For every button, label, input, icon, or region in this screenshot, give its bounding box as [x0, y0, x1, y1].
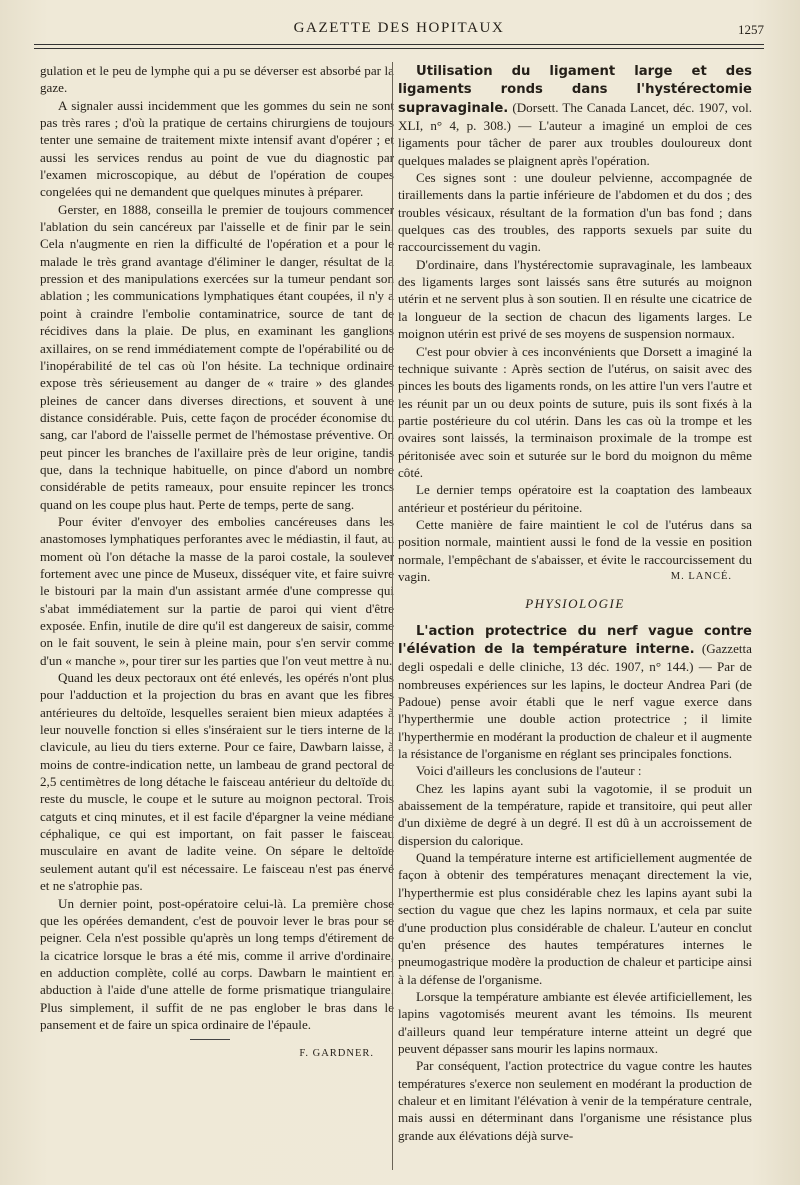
page-number: 1257	[738, 22, 764, 37]
header-rule-bottom	[34, 48, 764, 49]
signature-dash	[190, 1039, 230, 1040]
left-paragraph-1: gulation et le peu de lymphe qui a pu se déverser est absorbé par la gaze.	[40, 63, 394, 96]
article1-title: Utilisation du ligament large et des ligaments ronds dans l'hystérectomie supravaginale.	[398, 64, 752, 116]
article1-paragraph-5: Le dernier temps opératoire est la coaptation des lambeaux antérieur et postérieur du péritoine.	[398, 482, 752, 515]
article1-paragraph-3: D'ordinaire, dans l'hystérectomie supravaginale, les lambeaux des ligaments larges sont laissés sans être suturés au moignon utérin et ne servent plus à son soutien. Il en résulte une cicatrice de la longueur de la section de chacun des ligaments larges. Le moignon utérin est privé de ses moyens de suspension normaux.	[398, 256, 752, 342]
article1-lead	[398, 62, 752, 169]
article1-paragraph-4: C'est pour obvier à ces inconvénients que Dorsett a imaginé la technique suivante : Après section de l'utérus, on saisit avec des pinces les bouts des ligaments ronds, on les attire l'un vers l'autre et les réunit par un ou deux points de suture, puis ils sont fixés à la partie postérieure du col utérin. Dans les cas où la trompe et les ovaires sont laissés, la terminaison proximale de la trompe est péritonisée avec soin et suturée sur le bord du moignon du même côté.	[398, 343, 752, 480]
article1-signature: M. LANCÉ.	[670, 570, 732, 582]
left-paragraph-5: Quand les deux pectoraux ont été enlevés, les opérés n'ont plus pour l'adduction et la projection du bras en avant que les fibres antérieures du deltoïde, lesquelles seraient bien mieux adaptées à leur nouvelle fonction si elles s'inséraient sur le tiers interne de la clavicule, au lieu du tiers externe. Pour ce faire, Dawbarn laisse, à moins de contre-indication nette, un lambeau de grand pectoral de 2,5 centimètres de long détache le faisceau antérieur du deltoïde du reste du muscle, le coupe et le suture au moignon pectoral. Trois catguts et cinq minutes, et il est facile d'épargner la veine médiane céphalique, ce qui est important, on fait passer le faisceau musculaire en avant de ladite veine. On sépare le deltoïde seulement autant qu'il est nécessaire. Le faisceau n'est pas énervé et ne s'atrophie pas.	[40, 670, 394, 894]
article2-title: L'action protectrice du nerf vague contre l'élévation de la température interne.	[398, 623, 752, 657]
journal-title: GAZETTE DES HOPITAUX	[293, 20, 505, 36]
article2-paragraph-5: Lorsque la température ambiante est élevée artificiellement, les lapins vagotomisés meurent avant les témoins. Ils meurent d'ailleurs quand leur température interne atteint un degré que peuvent dépasser sans mourir les lapins normaux.	[398, 988, 752, 1056]
article2-paragraph-2: Voici d'ailleurs les conclusions de l'auteur :	[416, 763, 642, 779]
article2-paragraph-1: — Par de nombreuses expériences sur les lapins, le docteur Andrea Pari (de Padoue) pense avoir établi que le nerf vague exerce dans l'hyperthermie une double action protectrice ; il limite l'hyperthermie en modérant la production de chaleur et il augmente la résistance de l'organisme en réglant ses principales fonctions.	[398, 659, 752, 762]
article2-lead	[398, 622, 752, 763]
left-column	[40, 62, 394, 1063]
left-paragraph-4: Pour éviter d'envoyer des embolies cancéreuses dans les anastomoses lymphatiques perforantes avec le médiastin, il faut, au moment où l'on détache la masse de la paroi costale, la soulever fortement avec une pince de Museux, disséquer vite, et faire suivre le bistouri par la main d'un assistant armée d'une compresse qui s'abat immédiatement sur la partie de paroi qui vient d'être exposée. Enfin, inutile de dire qu'il est dangereux de saisir, comme on le fait souvent, le sein à pleine main, pour s'en servir comme d'un « manche », pour tirer sur les parties que l'on veut mettre à nu.	[40, 513, 394, 668]
article2-paragraph-3: Chez les lapins ayant subi la vagotomie, il se produit un abaissement de la température, rapide et transitoire, qui peut aller d'un dixième de degré à un degré. Il est dû à un accroissement de dispersion du calorique.	[398, 780, 752, 848]
left-paragraph-2: A signaler aussi incidemment que les gommes du sein ne sont pas très rares ; d'où la pratique de certains chirurgiens de toujours tenter une semaine de traitement mixte intensif avant d'opérer ; et aussi les services rendus au point de vue du diagnostic par l'examen microscopique, au début de l'opération de coupes congelées qui ne demandent que quelques minutes à préparer.	[40, 97, 394, 200]
article2-paragraph-6: Par conséquent, l'action protectrice du vague contre les hautes températures s'exerce non seulement en modérant la production de chaleur et en limitant l'élévation à venir de la température centrale, mais aussi en déterminant dans l'organisme une résistance plus grande aux élévations déjà surve-	[398, 1058, 752, 1143]
article1-paragraph-6: Cette manière de faire maintient le col de l'utérus dans sa position normale, maintient aussi le fond de la vessie en position normale, l'empêchant de s'abaisser, et évite le raccourcissement du vagin.	[398, 516, 752, 584]
column-divider	[392, 62, 393, 1170]
article1-paragraph-1: — L'auteur a imaginé un emploi de ces ligaments pour tâcher de parer aux troubles douloureux dont quelques malades se plaignent après l'opération.	[398, 118, 752, 168]
section-heading: PHYSIOLOGIE	[525, 596, 625, 612]
article1-paragraph-6-wrap	[398, 516, 752, 585]
article1-paragraph-2: Ces signes sont : une douleur pelvienne, accompagnée de tiraillements dans la partie inférieure de l'abdomen et du dos ; des troubles vésicaux, résultant de la formation d'un bas fond ; dans quelques cas des troubles, des rapports sexuels par suite du raccourcissement du vagin.	[398, 170, 752, 255]
left-paragraph-6: Un dernier point, post-opératoire celui-là. La première chose que les opérées demandent, c'est de pouvoir lever le bras pour se peigner. Cela n'est possible qu'après un long temps d'étirement de la cicatrice lorsque le bras a été mis, comme il arrive d'ordinaire, en adduction complète, collé au corps. Dawbarn le maintient en abduction à l'aide d'une attelle de forme prismatique triangulaire. Plus simplement, il suffit de ne pas englober le bras dans le pansement et de faire un spica ordinaire de l'épaule.	[40, 895, 394, 1032]
article1-reference: (Dorsett. The Canada Lancet, déc. 1907, vol. XLI, n° 4, p. 308.)	[398, 99, 752, 134]
article2-paragraph-4: Quand la température interne est artificiellement augmentée de façon à obtenir des températures menaçant directement la vie, l'hyperthermie est plus considérable chez les lapins ayant subi la section du vague que chez les lapins normaux, et cela par suite d'une production plus considérable de chaleur. L'auteur en conclut qu'en présence des hautes températures internes le pneumogastrique modère la production de chaleur et participe ainsi à la défense de l'organisme.	[398, 850, 752, 987]
header-rule-top	[34, 44, 764, 45]
left-signature: F. GARDNER.	[299, 1048, 374, 1060]
right-column	[398, 62, 752, 1144]
page-header	[34, 16, 764, 42]
article2-reference: (Gazzetta degli ospedali e delle cliniche, 13 déc. 1907, n° 144.)	[398, 641, 752, 675]
left-paragraph-3: Gerster, en 1888, conseilla le premier de toujours commencer l'ablation du sein cancéreux par l'aisselle et de finir par le sein. Cela n'augmente en rien la difficulté de l'opération et a pour le malade le très grand avantage d'éliminer le danger, résultat de la pression et des manipulations exercées sur la tumeur pendant son ablation ; les communications lymphatiques étant coupées, il n'y a point à craindre l'embolie contaminatrice, source de tant de récidives dans la plaie. De plus, en examinant les ganglions axillaires, on se rend immédiatement compte de l'opérabilité ou de l'inopérabilité de tel cas où l'on hésite. La technique ordinaire expose très sérieusement au danger de « traire » des glandes pleines de cancer dans diverses directions, et souvent à une distance considérable. Puis, cette façon de procéder économise du sang, car l'abord de l'aisselle permet de l'hémostase préventive. On peut pincer les branches de l'axillaire près de leur origine, tandis que, dans la technique habituelle, on pince d'abord un nombre considérable de petits rameaux, pour ensuite repincer les troncs quand on les coupe plus haut. Perte de temps, perte de sang.	[40, 201, 394, 512]
